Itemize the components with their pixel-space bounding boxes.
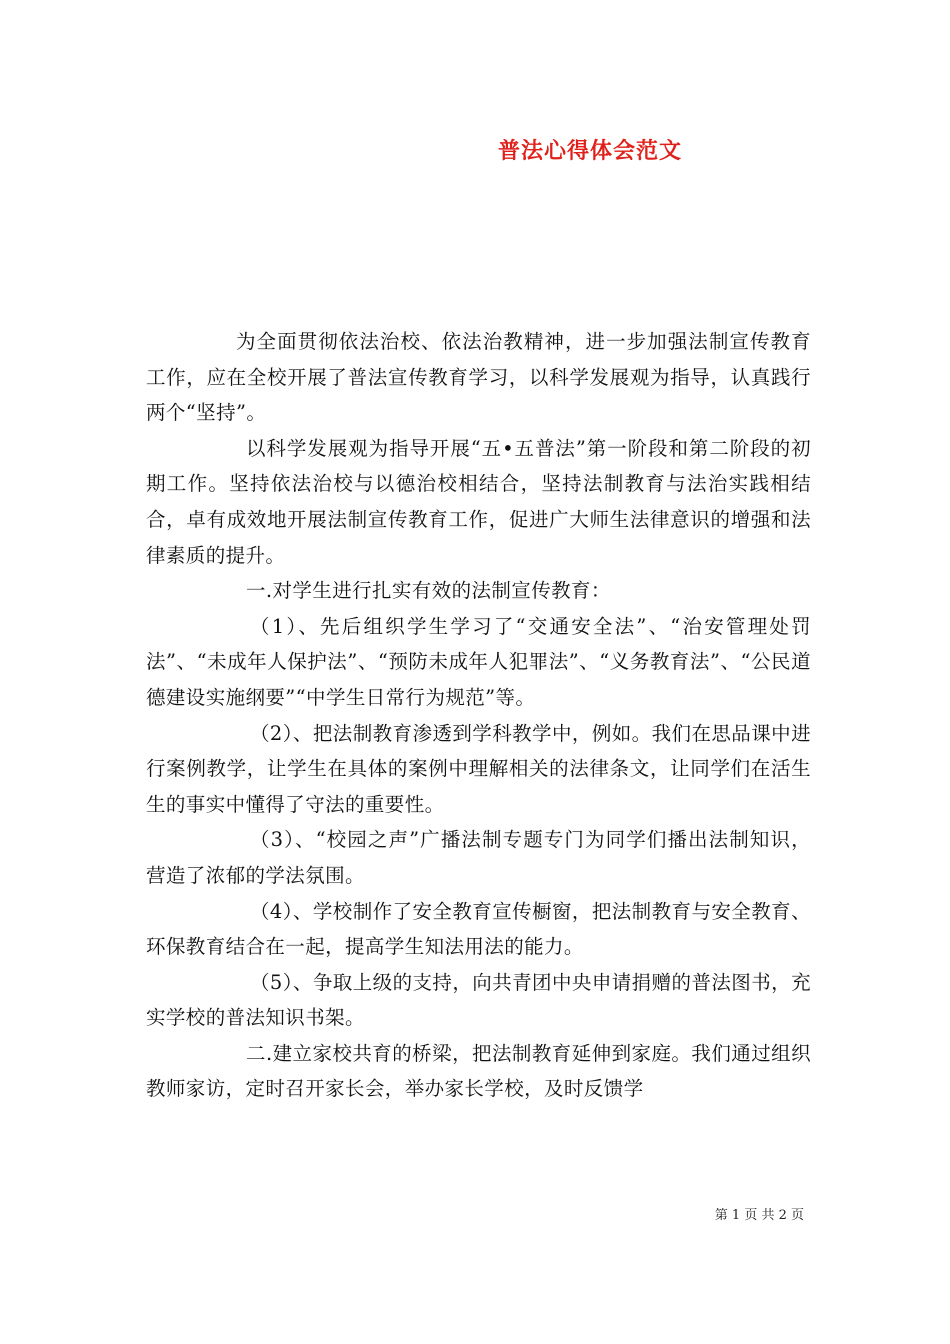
- page-footer: 第 1 页 共 2 页: [714, 1208, 804, 1223]
- section-heading-2: 二.建立家校共育的桥梁，把法制教育延伸到家庭。我们通过组织教师家访，定时召开家长会，举办家长学校，及时反馈学: [146, 1041, 811, 1101]
- document-body: [146, 324, 811, 1107]
- list-item-4: （4）、学校制作了安全教育宣传橱窗，把法制教育与安全教育、环保教育结合在一起，提高学生知法用法的能力。: [146, 899, 811, 959]
- list-item-1: （1）、先后组织学生学习了“交通安全法”、“治安管理处罚法”、“未成年人保护法”、“预防未成年人犯罪法”、“义务教育法”、“公民道德建设实施纲要”“中学生日常行为规范”等。: [146, 614, 811, 709]
- paragraph-overview: 以科学发展观为指导开展“五•五普法”第一阶段和第二阶段的初期工作。坚持依法治校与以德治校相结合，坚持法制教育与法治实践相结合，卓有成效地开展法制宣传教育工作，促进广大师生法律意识的增强和法律素质的提升。: [146, 436, 811, 567]
- list-item-3: （3）、“校园之声”广播法制专题专门为同学们播出法制知识，营造了浓郁的学法氛围。: [146, 828, 811, 887]
- section-heading-1: 一.对学生进行扎实有效的法制宣传教育：: [246, 579, 611, 603]
- list-item-5: （5）、争取上级的支持，向共青团中央申请捐赠的普法图书，充实学校的普法知识书架。: [146, 970, 811, 1030]
- document-title: 普法心得体会范文: [497, 138, 682, 164]
- list-item-2: （2）、把法制教育渗透到学科教学中，例如。我们在思品课中进行案例教学，让学生在具体的案例中理解相关的法律条文，让同学们在活生生的事实中懂得了守法的重要性。: [146, 721, 811, 816]
- paragraph-intro: 为全面贯彻依法治校、依法治教精神，进一步加强法制宣传教育工作，应在全校开展了普法宣传教育学习，以科学发展观为指导，认真践行两个“坚持”。: [146, 330, 811, 425]
